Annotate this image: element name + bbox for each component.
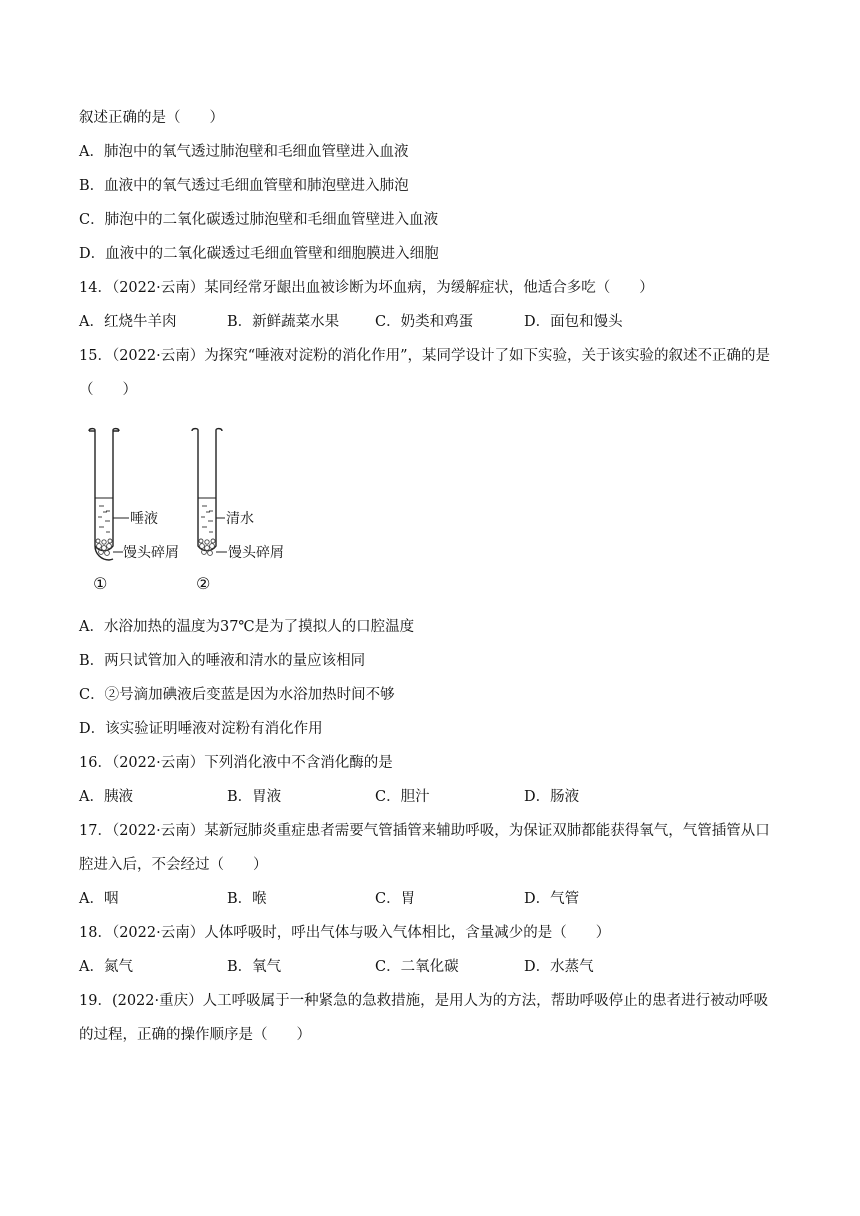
q15-option-b: B．两只试管加入的唾液和清水的量应该相同 <box>79 653 366 669</box>
q17-option-a: A．咽 <box>79 891 119 907</box>
q18-stem: 18．（2022·云南）人体呼吸时，呼出气体与吸入气体相比，含量减少的是（ ） <box>79 925 611 941</box>
q16-stem: 16．（2022·云南）下列消化液中不含消化酶的是 <box>79 755 393 771</box>
tube1-number: ① <box>93 574 108 593</box>
q18-option-a: A．氮气 <box>79 959 133 975</box>
q14-stem: 14．（2022·云南）某同经常牙龈出血被诊断为坏血病，为缓解症状，他适合多吃（ ） <box>79 280 654 296</box>
q16-option-a: A．胰液 <box>79 789 133 805</box>
tube1-solid-label: 馒头碎屑 <box>123 545 179 561</box>
q13-option-d: D．血液中的二氧化碳透过毛细血管壁和细胞膜进入细胞 <box>79 246 439 262</box>
q19-stem-line2: 的过程，正确的操作顺序是（ ） <box>79 1027 311 1043</box>
tube2-liquid-label: 清水 <box>226 511 254 527</box>
q17-option-b: B．喉 <box>227 891 267 907</box>
q13-option-c: C．肺泡中的二氧化碳透过肺泡壁和毛细血管壁进入血液 <box>79 212 439 228</box>
q13-option-b: B．血液中的氧气透过毛细血管壁和肺泡壁进入肺泡 <box>79 178 409 194</box>
q14-option-a: A．红烧牛羊肉 <box>79 314 177 330</box>
q15-stem-line2: （ ） <box>79 382 137 398</box>
q17-option-c: C．胃 <box>375 891 416 907</box>
q14-option-d: D．面包和馒头 <box>524 314 623 330</box>
tube1-liquid-label: 唾液 <box>130 511 158 527</box>
q16-option-d: D．肠液 <box>524 789 580 805</box>
q15-option-d: D．该实验证明唾液对淀粉有消化作用 <box>79 721 323 737</box>
tube2-solid-label: 馒头碎屑 <box>228 545 284 561</box>
tube2-number: ② <box>196 574 211 593</box>
q15-option-a: A．水浴加热的温度为37℃是为了摸拟人的口腔温度 <box>79 619 415 635</box>
test-tube-2 <box>192 429 227 556</box>
test-tube-figure <box>79 426 309 596</box>
q13-stem-tail: 叙述正确的是（ ） <box>79 110 224 126</box>
q17-stem-line2: 腔进入后，不会经过（ ） <box>79 857 268 873</box>
q18-option-b: B．氧气 <box>227 959 282 975</box>
q16-option-b: B．胃液 <box>227 789 282 805</box>
q17-stem-line1: 17．（2022·云南）某新冠肺炎重症患者需要气管插管来辅助呼吸，为保证双肺都能获得氧气，气管插管从口 <box>79 823 770 839</box>
q15-stem-line1: 15．（2022·云南）为探究“唾液对淀粉的消化作用”，某同学设计了如下实验，关于该实验的叙述不正确的是 <box>79 348 771 364</box>
q17-option-d: D．气管 <box>524 891 580 907</box>
q13-option-a: A．肺泡中的氧气透过肺泡壁和毛细血管壁进入血液 <box>79 144 409 160</box>
q15-option-c: C．②号滴加碘液后变蓝是因为水浴加热时间不够 <box>79 687 395 703</box>
q14-option-c: C．奶类和鸡蛋 <box>375 314 474 330</box>
q14-option-b: B．新鲜蔬菜水果 <box>227 314 340 330</box>
q16-option-c: C．胆汁 <box>375 789 430 805</box>
test-tube-1 <box>89 429 129 560</box>
q19-stem-line1: 19．(2022·重庆）人工呼吸属于一种紧急的急救措施，是用人为的方法，帮助呼吸停止的患者进行被动呼吸 <box>79 993 769 1009</box>
q18-option-c: C．二氧化碳 <box>375 959 459 975</box>
test-tubes-diagram <box>79 426 309 596</box>
q18-option-d: D．水蒸气 <box>524 959 594 975</box>
